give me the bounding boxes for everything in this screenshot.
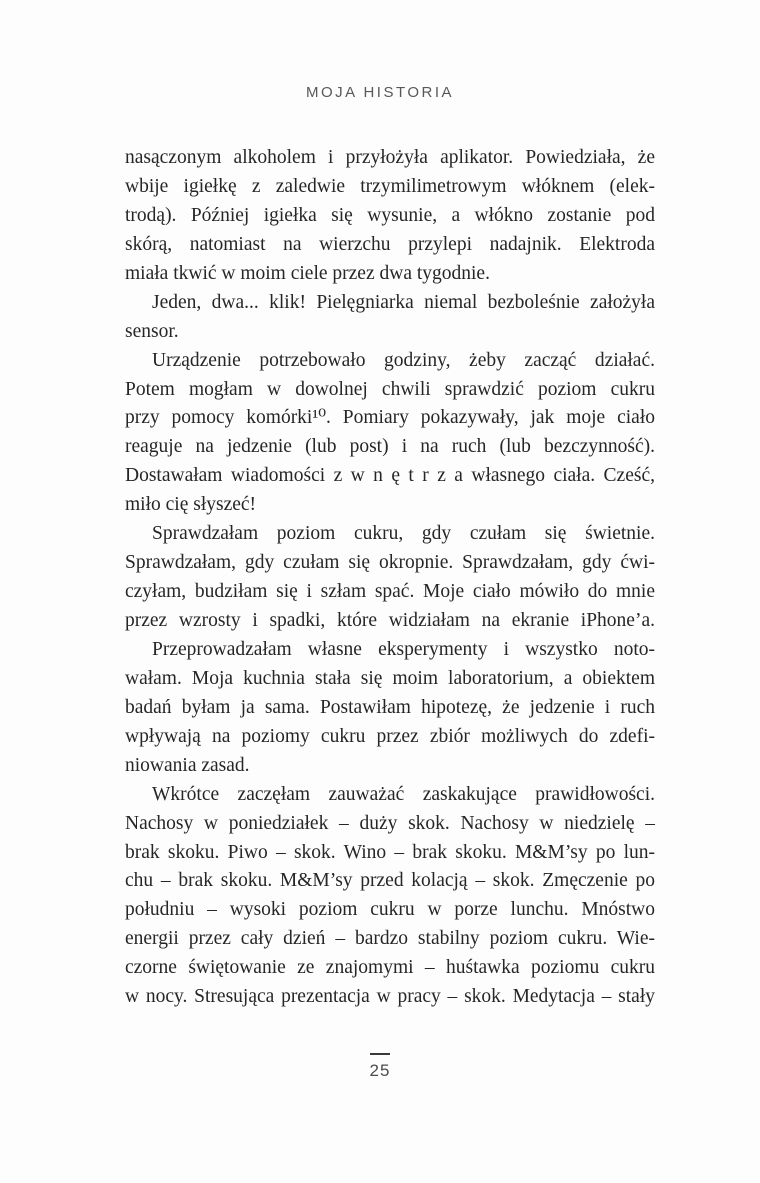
page-number: 25 <box>369 1061 391 1080</box>
text-line: Potem mogłam w dowolnej chwili sprawdzić poziom cukru <box>125 378 655 400</box>
text-line: trodą). Później igiełka się wysunie, a włókno zostanie pod <box>125 204 655 226</box>
text-line: skórą, natomiast na wierzchu przylepi nadajnik. Elektroda <box>125 233 655 255</box>
text-line: Przeprowadzałam własne eksperymenty i wszystko noto- <box>152 638 655 660</box>
text-line: niowania zasad. <box>125 754 250 776</box>
text-line: badań byłam ja sama. Postawiłam hipotezę, że jedzenie i ruch <box>125 696 655 718</box>
text-line: wbije igiełkę z zaledwie trzymilimetrowym włóknem (elek- <box>125 175 655 197</box>
footer-rule <box>370 1053 390 1055</box>
running-header: MOJA HISTORIA <box>305 84 455 101</box>
text-line: chu – brak skoku. M&M’sy przed kolacją – skok. Zmęczenie po <box>125 870 655 892</box>
text-line: wpływają na poziomy cukru przez zbiór możliwych do zdefi- <box>125 725 655 747</box>
text-line: czorne świętowanie ze znajomymi – huśtawka poziomu cukru <box>125 957 655 979</box>
text-line: Urządzenie potrzebowało godziny, żeby zacząć działać. <box>152 349 655 371</box>
text-line: brak skoku. Piwo – skok. Wino – brak skoku. M&M’sy po lun- <box>125 841 655 863</box>
text-line: sensor. <box>125 320 179 342</box>
text-line: energii przez cały dzień – bardzo stabilny poziom cukru. Wie- <box>125 928 655 950</box>
page-body-text <box>125 144 655 1012</box>
text-line: Nachosy w poniedziałek – duży skok. Nachosy w niedzielę – <box>125 812 655 834</box>
text-line: nasączonym alkoholem i przyłożyła aplikator. Powiedziała, że <box>125 147 655 168</box>
text-line: w nocy. Stresująca prezentacja w pracy – skok. Medytacja – stały <box>125 986 655 1008</box>
text-line: Sprawdzałam poziom cukru, gdy czułam się świetnie. <box>152 523 655 545</box>
text-line: Wkrótce zaczęłam zauważać zaskakujące prawidłowości. <box>152 783 655 805</box>
text-line: czyłam, budziłam się i szłam spać. Moje ciało mówiło do mnie <box>125 581 655 603</box>
text-line: Sprawdzałam, gdy czułam się okropnie. Sprawdzałam, gdy ćwi- <box>125 552 655 574</box>
text-line: reaguje na jedzenie (lub post) i na ruch (lub bezczynność). <box>125 436 655 458</box>
text-line: przy pomocy komórki¹⁰. Pomiary pokazywały, jak moje ciało <box>125 407 655 429</box>
text-line: wałam. Moja kuchnia stała się moim laboratorium, a obiektem <box>125 667 655 689</box>
text-line: Dostawałam wiadomości z w n ę t r z a własnego ciała. Cześć, <box>125 465 655 487</box>
text-line: miała tkwić w moim ciele przez dwa tygodnie. <box>125 262 490 284</box>
text-line: miło cię słyszeć! <box>125 494 257 516</box>
text-line: przez wzrosty i spadki, które widziałam na ekranie iPhone’a. <box>125 610 655 631</box>
text-line: południu – wysoki poziom cukru w porze lunchu. Mnóstwo <box>125 899 655 921</box>
text-line: Jeden, dwa... klik! Pielęgniarka niemal bezboleśnie założyła <box>152 291 655 313</box>
